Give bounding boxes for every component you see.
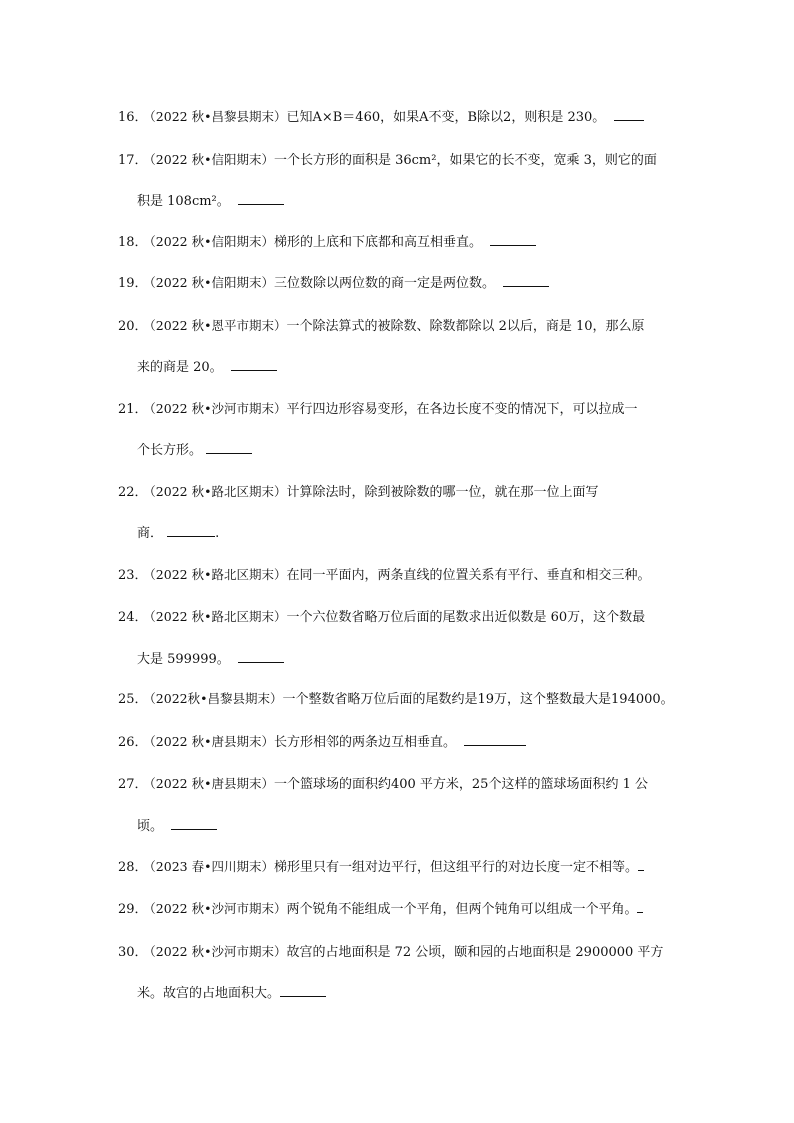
- question-text: 在同一平面内，两条直线的位置关系有平行、垂直和相交三种。: [286, 568, 651, 583]
- question-20-continued: [137, 358, 277, 377]
- question-text: 顷。: [137, 819, 164, 834]
- answer-blank[interactable]: [280, 984, 326, 997]
- question-number: 20．: [118, 319, 148, 334]
- question-30: [118, 943, 663, 962]
- answer-blank[interactable]: [231, 358, 277, 371]
- question-text: 来的商是 20。: [137, 360, 223, 375]
- question-27-continued: [137, 817, 217, 836]
- question-24: [118, 608, 645, 627]
- question-text: 长方形相邻的两条边互相垂直。: [273, 735, 456, 750]
- question-source: （2022 秋•沙河市期末）: [149, 401, 287, 416]
- question-text: 已知A×B＝460，如果A不变，B除以2，则积是 230。: [286, 110, 606, 125]
- question-30-continued: [137, 984, 326, 1003]
- answer-blank[interactable]: [464, 733, 526, 746]
- question-20: [118, 317, 645, 336]
- question-source: （2023 春•四川期末）: [149, 859, 274, 874]
- answer-blank[interactable]: [167, 524, 215, 537]
- question-number: 23．: [118, 568, 148, 583]
- period-mark: .: [215, 526, 220, 541]
- question-text: 故宫的占地面积是 72 公顷，颐和园的占地面积是 2900000 平方: [286, 945, 664, 960]
- question-28: [118, 858, 644, 877]
- question-text: 梯形的上底和下底都和高互相垂直。: [273, 235, 482, 250]
- question-source: （2022 秋•信阳期末）: [149, 152, 274, 167]
- answer-blank[interactable]: [637, 900, 643, 913]
- question-source: （2022 秋•唐县期末）: [149, 776, 274, 791]
- question-text: 米。故宫的占地面积大。: [137, 986, 281, 1001]
- question-text: 一个篮球场的面积约400 平方米，25个这样的篮球场面积约 1 公: [273, 777, 648, 792]
- question-source: （2022 秋•路北区期末）: [149, 567, 287, 582]
- answer-blank[interactable]: [490, 233, 536, 246]
- question-number: 18．: [118, 235, 148, 250]
- question-21: [118, 400, 637, 419]
- question-number: 29．: [118, 902, 148, 917]
- question-number: 17．: [118, 153, 148, 168]
- question-number: 22．: [118, 485, 148, 500]
- answer-blank[interactable]: [206, 441, 252, 454]
- question-text: 计算除法时，除到被除数的哪一位，就在那一位上面写: [286, 485, 599, 500]
- question-22: [118, 483, 598, 502]
- answer-blank[interactable]: [238, 650, 284, 663]
- question-text: 一个除法算式的被除数、除数都除以 2以后，商是 10，那么原: [286, 319, 645, 334]
- question-source: （2022 秋•路北区期末）: [149, 609, 287, 624]
- question-source: （2022 秋•昌黎县期末）: [149, 109, 287, 124]
- question-25: [118, 690, 674, 709]
- question-source: （2022 秋•沙河市期末）: [149, 944, 287, 959]
- question-number: 21．: [118, 402, 148, 417]
- question-17-continued: [137, 192, 284, 211]
- question-source: （2022 秋•唐县期末）: [149, 734, 274, 749]
- question-source: （2022秋•昌黎县期末）: [149, 691, 283, 706]
- answer-blank[interactable]: [238, 192, 284, 205]
- question-text: 积是 108cm²。: [137, 194, 230, 209]
- question-27: [118, 775, 648, 794]
- question-number: 28．: [118, 860, 148, 875]
- question-text: 平行四边形容易变形，在各边长度不变的情况下，可以拉成一: [286, 402, 638, 417]
- question-23: [118, 566, 650, 585]
- answer-blank[interactable]: [171, 817, 217, 830]
- question-source: （2022 秋•路北区期末）: [149, 484, 287, 499]
- question-number: 27．: [118, 777, 148, 792]
- question-number: 16．: [118, 110, 148, 125]
- question-source: （2022 秋•沙河市期末）: [149, 901, 287, 916]
- question-text: 三位数除以两位数的商一定是两位数。: [273, 276, 495, 291]
- question-text: 一个整数省略万位后面的尾数约是19万，这个整数最大是194000。: [282, 692, 674, 707]
- question-text: 个长方形。: [137, 443, 203, 458]
- question-text: 一个六位数省略万位后面的尾数求出近似数是 60万，这个数最: [286, 610, 646, 625]
- question-number: 19．: [118, 276, 148, 291]
- question-19: [118, 274, 549, 293]
- question-number: 30．: [118, 945, 148, 960]
- question-21-continued: [137, 441, 252, 460]
- question-text: 一个长方形的面积是 36cm²，如果它的长不变，宽乘 3，则它的面: [273, 153, 657, 168]
- question-18: [118, 233, 536, 252]
- question-text: 商．: [137, 526, 164, 541]
- question-number: 24．: [118, 610, 148, 625]
- question-number: 26．: [118, 735, 148, 750]
- answer-blank[interactable]: [614, 108, 644, 121]
- question-22-continued: [137, 524, 219, 543]
- question-24-continued: [137, 650, 284, 669]
- question-text: 梯形里只有一组对边平行，但这组平行的对边长度一定不相等。: [273, 860, 638, 875]
- question-17: [118, 151, 657, 170]
- question-16: [118, 108, 644, 127]
- question-29: [118, 900, 643, 919]
- question-source: （2022 秋•恩平市期末）: [149, 318, 287, 333]
- question-26: [118, 733, 526, 752]
- answer-blank[interactable]: [638, 858, 644, 871]
- question-number: 25．: [118, 692, 148, 707]
- question-text: 大是 599999。: [137, 652, 230, 667]
- question-source: （2022 秋•信阳期末）: [149, 234, 274, 249]
- question-source: （2022 秋•信阳期末）: [149, 275, 274, 290]
- answer-blank[interactable]: [503, 274, 549, 287]
- question-text: 两个锐角不能组成一个平角，但两个钝角可以组成一个平角。: [286, 902, 638, 917]
